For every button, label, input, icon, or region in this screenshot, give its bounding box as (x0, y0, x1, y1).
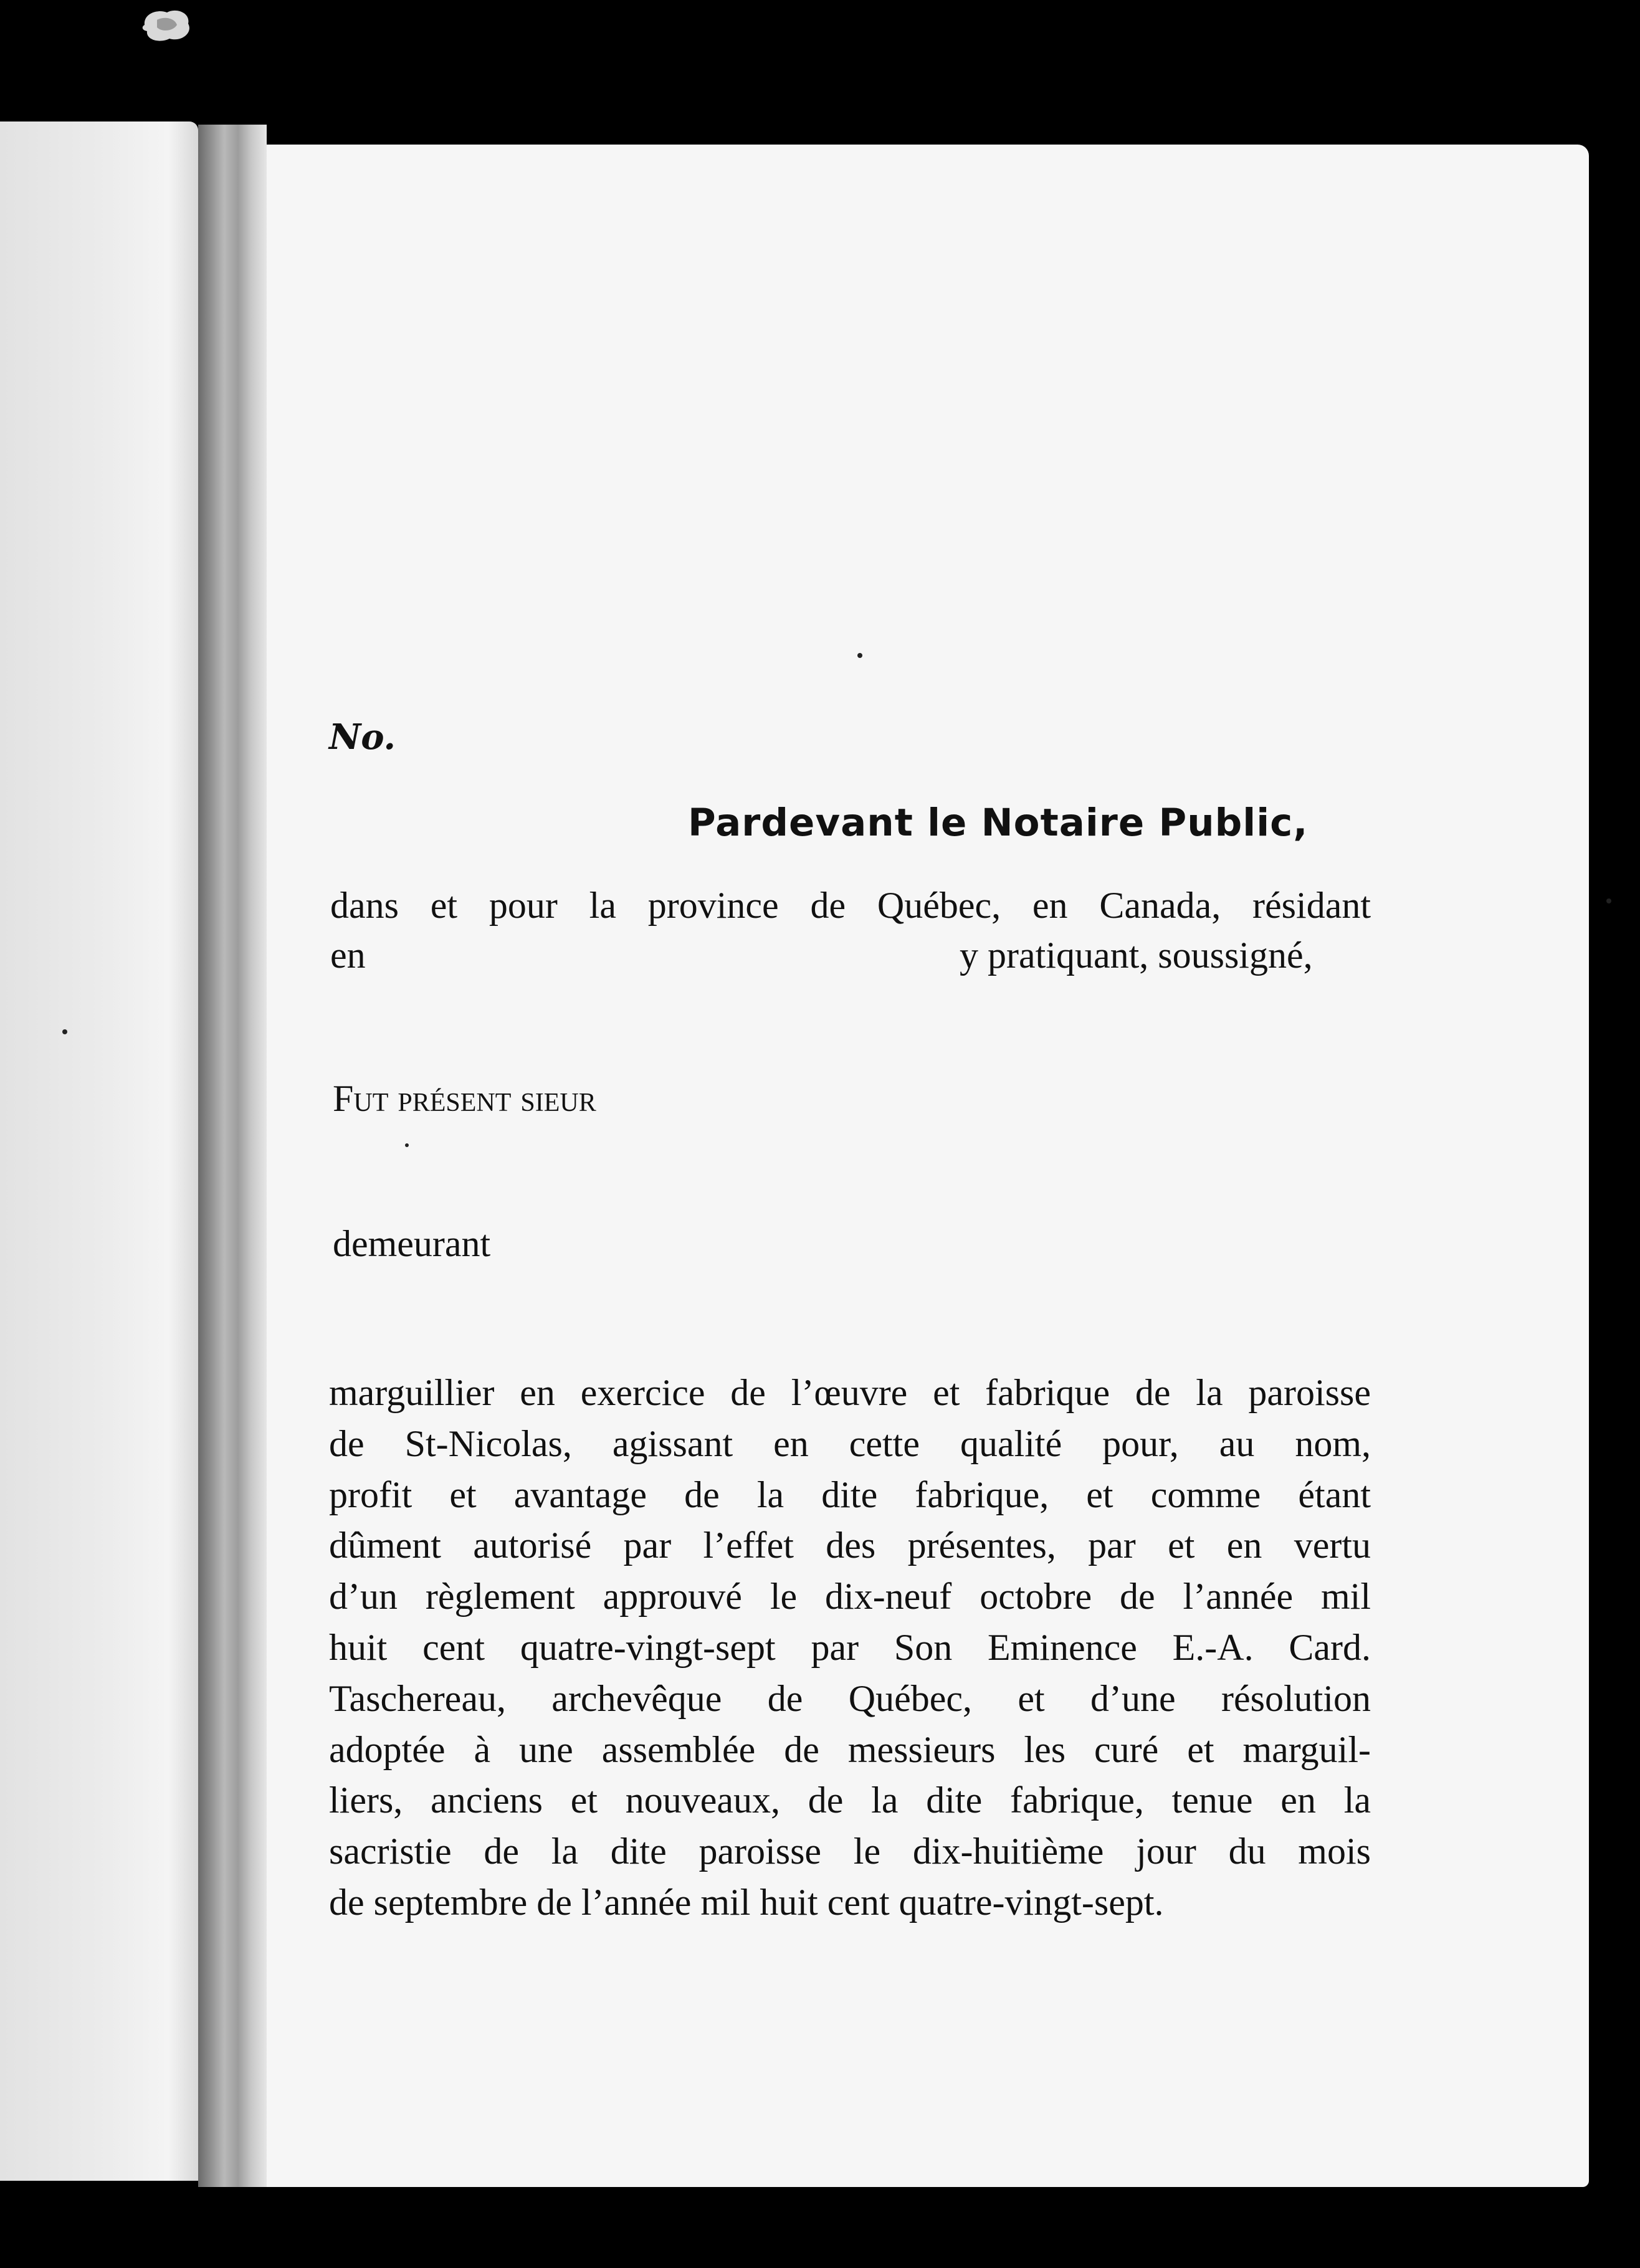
speck (405, 1143, 409, 1147)
speck (857, 653, 862, 658)
stain-mark (138, 6, 194, 45)
body-line: huit cent quatre-vingt-sept par Son Eminence E.-A. Card. (329, 1626, 1371, 1668)
intro-line: dans et pour la province de Québec, en Canada, résidant (330, 885, 1371, 926)
body-line: de St-Nicolas, agissant en cette qualité pour, au nom, (329, 1422, 1371, 1464)
body-line: de septembre de l’année mil huit cent quatre-vingt-sept. (329, 1881, 1164, 1923)
body-line: sacristie de la dite paroisse le dix-huitième jour du mois (329, 1831, 1371, 1872)
heading: Pardevant le Notaire Public, (688, 801, 1309, 845)
body-line: liers, anciens et nouveaux, de la dite fabrique, tenue en la (329, 1780, 1371, 1821)
intro-pratiquant: y pratiquant, soussigné, (960, 935, 1313, 976)
body-line: d’un règlement approuvé le dix-neuf octobre de l’année mil (329, 1576, 1371, 1618)
number-label: No. (329, 717, 396, 758)
speck (62, 1029, 67, 1034)
body-paragraph (329, 1368, 1371, 1928)
demeurant-label: demeurant (333, 1223, 491, 1264)
body-line: marguillier en exercice de l’œuvre et fabrique de la paroisse (329, 1372, 1371, 1413)
speck (1606, 898, 1611, 903)
intro-en: en (330, 935, 366, 976)
present-label: Fut présent sieur (333, 1078, 596, 1119)
body-line: Taschereau, archevêque de Québec, et d’une résolution (329, 1677, 1371, 1719)
body-line: adoptée à une assemblée de messieurs les curé et marguil- (329, 1728, 1371, 1770)
body-line: profit et avantage de la dite fabrique, et comme étant (329, 1474, 1371, 1515)
book-spine (198, 125, 267, 2187)
left-page (0, 122, 198, 2181)
body-line: dûment autorisé par l’effet des présentes, par et en vertu (329, 1525, 1371, 1566)
